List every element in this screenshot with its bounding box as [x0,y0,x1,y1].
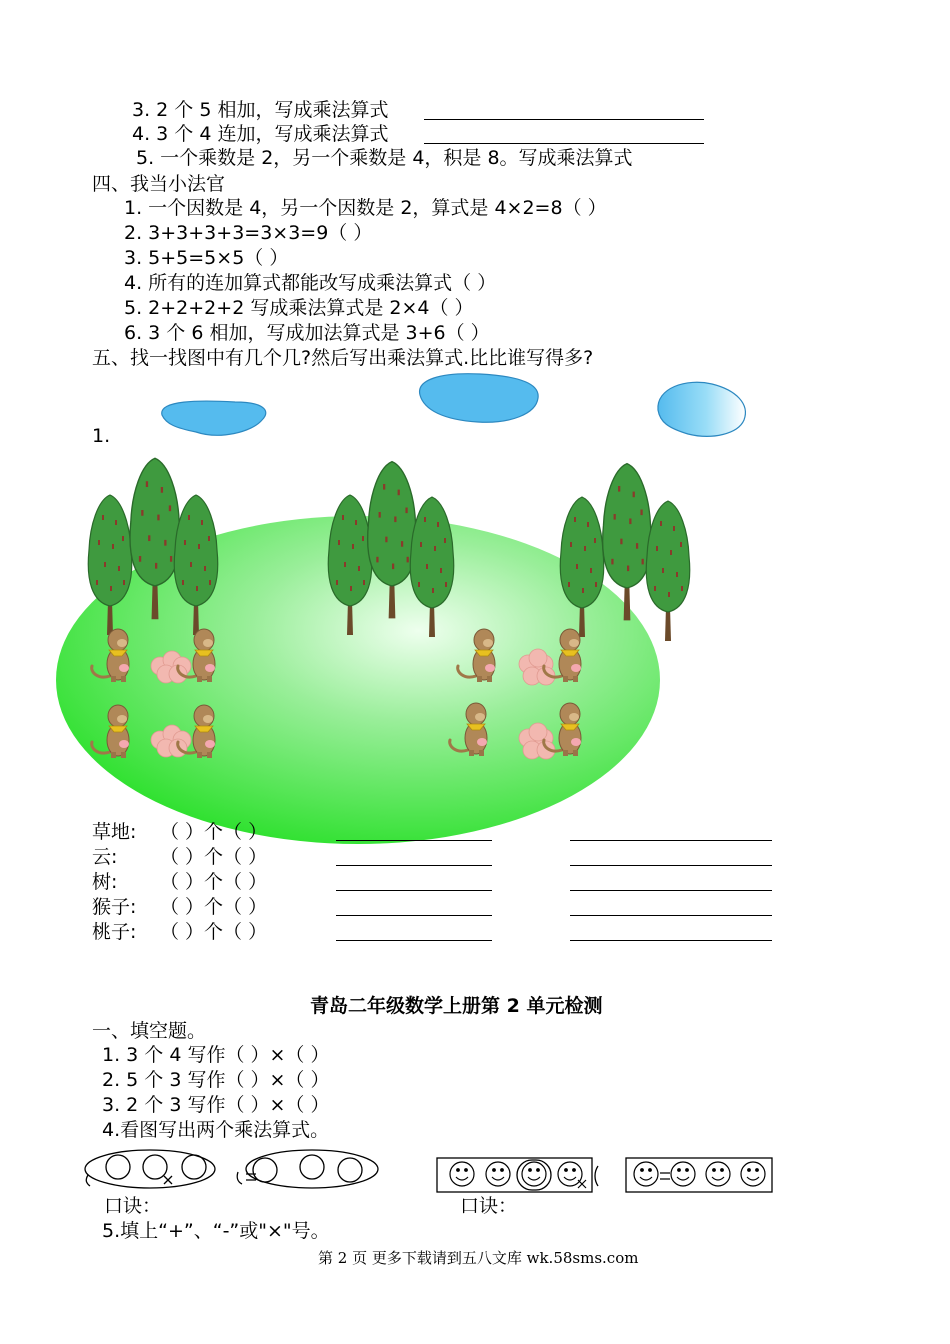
picture-item-number: 1. [92,425,111,447]
smiley-icon [558,1162,582,1186]
smiley-icon [706,1162,730,1186]
row-fill-tree: （ ）个（ ） [160,871,268,893]
row-label-tree: 树: [92,871,118,893]
fill-item-2: 2. 5 个 3 写作（ ）×（ ） [102,1069,330,1091]
smiley-icon [634,1162,658,1186]
smiley-icon [671,1162,695,1186]
fill-blank-heading: 一、填空题。 [92,1020,207,1042]
fill-item-5: 5.填上“+”、“-”或"×"号。 [102,1220,330,1242]
koujue-label-left: 口诀： [104,1195,162,1217]
smiley-box [437,1158,592,1192]
row-label-peach: 桃子: [92,921,137,943]
judge-item-6: 6. 3 个 6 相加，写成加法算式是 3+6（ ） [124,322,490,344]
judge-item-4: 4. 所有的连加算式都能改写成乘法算式（ ） [124,272,497,294]
smiley-box [626,1158,772,1192]
smiley-icon [522,1162,546,1186]
judge-item-3: 3. 5+5=5×5（ ） [124,247,289,269]
row-fill-monkey: （ ）个（ ） [160,896,268,918]
page-footer: 第 2 页 更多下载请到五八文库 wk.58sms.com [318,1249,639,1267]
smiley-icon [486,1162,510,1186]
fill-item-4: 4.看图写出两个乘法算式。 [102,1119,330,1141]
fill-item-3: 3. 2 个 3 写作（ ）×（ ） [102,1094,330,1116]
q3-item-4: 4. 3 个 4 连加，写成乘法算式 [132,123,389,145]
section5-heading: 五、找一找图中有几个几?然后写出乘法算式.比比谁写得多? [92,347,594,369]
judge-item-2: 2. 3+3+3+3=3×3=9（ ） [124,222,373,244]
row-label-monkey: 猴子: [92,896,137,918]
row-label-grass: 草地: [92,821,137,843]
section4-heading: 四、我当小法官 [92,173,226,195]
row-fill-cloud: （ ）个（ ） [160,846,268,868]
koujue-label-right: 口诀： [460,1195,518,1217]
q3-item-3: 3. 2 个 5 相加，写成乘法算式 [132,99,389,121]
row-fill-peach: （ ）个（ ） [160,921,268,943]
judge-item-5: 5. 2+2+2+2 写成乘法算式是 2×4（ ） [124,297,474,319]
row-fill-grass: （ ）个（ ） [160,821,268,843]
q3-item-5: 5. 一个乘数是 2，另一个乘数是 4，积是 8。写成乘法算式 [136,147,633,169]
unit-test-title: 青岛二年级数学上册第 2 单元检测 [310,995,603,1017]
smiley-icon [450,1162,474,1186]
judge-item-1: 1. 一个因数是 4，另一个因数是 2，算式是 4×2=8（ ） [124,197,607,219]
fill-item-1: 1. 3 个 4 写作（ ）×（ ） [102,1044,330,1066]
row-label-cloud: 云: [92,846,118,868]
smiley-icon [741,1162,765,1186]
